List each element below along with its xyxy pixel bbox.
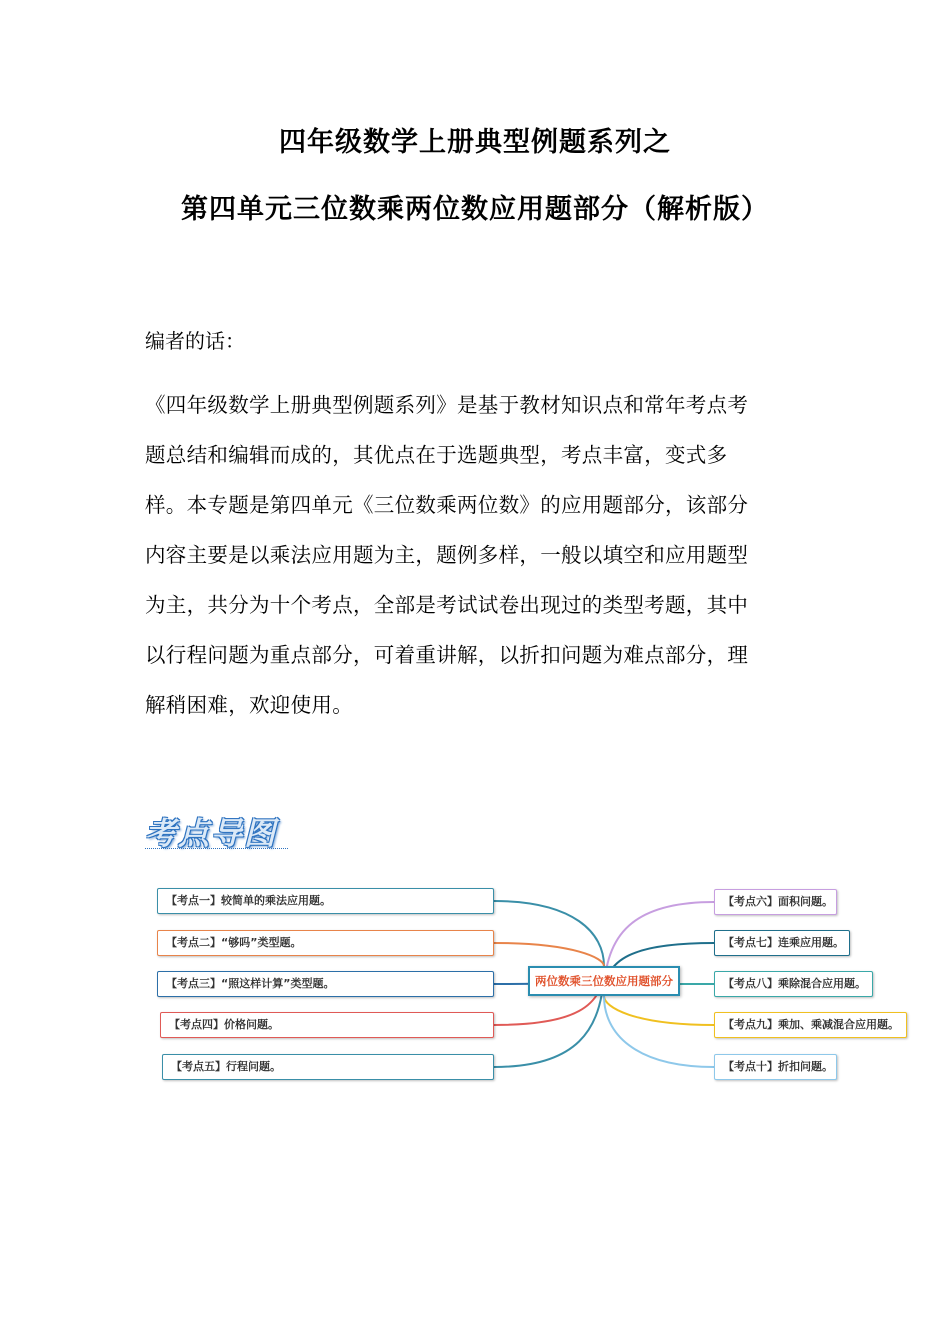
mindmap-node-label: 【考点三】“照这样计算”类型题。 (166, 977, 335, 990)
intro-line: 样。本专题是第四单元《三位数乘两位数》的应用题部分，该部分 (145, 493, 749, 517)
mindmap-node-right (714, 971, 873, 997)
mindmap-node-label: 【考点二】“够吗”类型题。 (166, 936, 302, 949)
mindmap-connector-left (494, 901, 604, 966)
mindmap-node-left (157, 888, 494, 914)
mindmap-node-left (160, 1012, 494, 1038)
mindmap-connector-right (604, 996, 714, 1025)
intro-line: 为主，共分为十个考点，全部是考试试卷出现过的类型考题，其中 (145, 593, 749, 617)
intro-line: 解稍困难，欢迎使用。 (145, 693, 353, 717)
mindmap-node-label: 【考点六】面积问题。 (723, 895, 833, 908)
intro-line: 《四年级数学上册典型例题系列》是基于教材知识点和常年考点考 (145, 393, 749, 417)
mindmap-node-label: 【考点七】连乘应用题。 (723, 936, 844, 949)
mindmap-heading-underline (145, 848, 288, 849)
page-title-line2: 第四单元三位数乘两位数应用题部分（解析版） (181, 194, 769, 225)
mindmap-node-right (714, 1012, 907, 1038)
mindmap-node-label: 【考点五】行程问题。 (171, 1060, 281, 1073)
mindmap-node-left (157, 971, 494, 997)
mindmap-connector-right (604, 996, 714, 1067)
mindmap-node-right (714, 1054, 837, 1080)
intro-line: 题总结和编辑而成的，其优点在于选题典型，考点丰富，变式多 (145, 443, 728, 467)
mindmap (0, 860, 950, 1100)
mindmap-node-label: 【考点十】折扣问题。 (723, 1060, 833, 1073)
intro-paragraph (145, 380, 805, 730)
mindmap-node-label: 【考点一】较简单的乘法应用题。 (166, 894, 331, 907)
intro-label: 编者的话： (145, 329, 245, 353)
mindmap-node-left (157, 930, 494, 956)
mindmap-node-right (714, 930, 850, 956)
intro-line: 以行程问题为重点部分，可着重讲解，以折扣问题为难点部分，理 (145, 643, 749, 667)
mindmap-connector-left (494, 943, 604, 966)
mindmap-node-label: 【考点四】价格问题。 (169, 1018, 279, 1031)
page-title-line1: 四年级数学上册典型例题系列之 (279, 127, 671, 158)
mindmap-node-label: 【考点八】乘除混合应用题。 (723, 977, 866, 990)
mindmap-node-left (162, 1054, 494, 1080)
mindmap-center-node: 两位数乘三位数应用题部分 (528, 966, 680, 996)
mindmap-node-right (714, 889, 837, 915)
intro-line: 内容主要是以乘法应用题为主，题例多样，一般以填空和应用题型 (145, 543, 749, 567)
mindmap-node-label: 【考点九】乘加、乘减混合应用题。 (723, 1018, 899, 1031)
mindmap-heading: 考点导图 (145, 816, 277, 852)
